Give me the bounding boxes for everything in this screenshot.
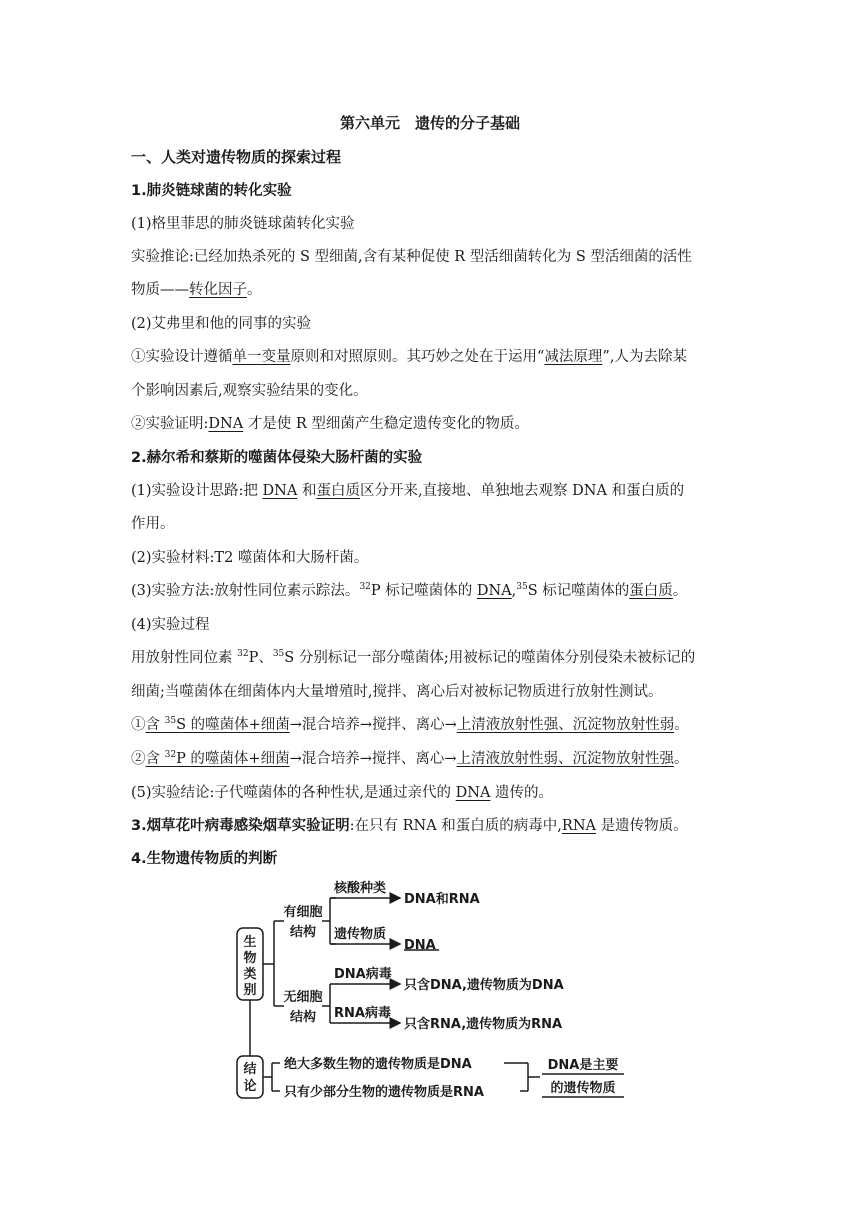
section-heading: 一、人类对遗传物质的探索过程 xyxy=(131,148,342,166)
diagram-acellular-label: 无细胞 xyxy=(283,990,323,1005)
diagram-rna-virus-result: 只含RNA,遗传物质为RNA xyxy=(404,1017,563,1032)
griffith-heading: (1)格里菲思的肺炎链球菌转化实验 xyxy=(131,216,355,232)
diagram-cellular-label: 有细胞 xyxy=(283,905,323,920)
genetic-material-diagram xyxy=(232,866,632,1102)
answer-transforming-factor: 转化因子 xyxy=(189,282,247,298)
subsection-heading-2: 2.赫尔希和蔡斯的噬菌体侵染大肠杆菌的实验 xyxy=(131,450,423,466)
diagram-minority: 只有少部分生物的遗传物质是RNA xyxy=(284,1085,484,1100)
diagram-root-char-1: 生 xyxy=(243,935,257,950)
hershey-result-2: ②含 $^{32}$P 的噬菌体+细菌→混合培养→搅拌、离心→上清液放射性弱、沉淀物放射性强。 xyxy=(131,750,689,767)
diagram-conclusion-char-1: 结 xyxy=(243,1062,257,1077)
diagram-dna-virus-result: 只含DNA,遗传物质为DNA xyxy=(404,978,564,993)
avery-point-1-cont: 个影响因素后,观察实验结果的变化。 xyxy=(131,383,368,399)
tmv-statement: 3.烟草花叶病毒感染烟草实验证明:在只有 RNA 和蛋白质的病毒中,RNA 是遗传物质。 xyxy=(131,818,688,834)
diagram-acellular-label-2: 结构 xyxy=(289,1010,317,1025)
diagram-genetic-material: 遗传物质 xyxy=(334,927,387,942)
answer-dna: DNA xyxy=(208,416,244,432)
subsection-heading-4: 4.生物遗传物质的判断 xyxy=(131,851,278,867)
answer-single-variable: 单一变量 xyxy=(232,349,291,365)
diagram-root-char-2: 物 xyxy=(243,951,257,966)
diagram-dna: DNA xyxy=(404,938,436,953)
diagram-final-line-2: 的遗传物质 xyxy=(550,1081,616,1096)
diagram-root-char-4: 别 xyxy=(243,983,257,998)
hershey-result-1: ①含 $^{35}$S 的噬菌体+细菌→混合培养→搅拌、离心→上清液放射性强、沉淀物放射性弱。 xyxy=(131,716,689,733)
griffith-inference-line-1: 实验推论:已经加热杀死的 S 型细菌,含有某种促使 R 型活细菌转化为 S 型活细菌的活性 xyxy=(131,249,692,265)
diagram-dna-and-rna: DNA和RNA xyxy=(404,892,480,907)
answer-subtraction-principle: 减法原理 xyxy=(544,349,603,365)
diagram-conclusion-char-2: 论 xyxy=(243,1079,257,1094)
griffith-inference-line-2: 物质——转化因子。 xyxy=(131,282,262,298)
subsection-heading-1: 1.肺炎链球菌的转化实验 xyxy=(131,183,292,199)
diagram-root-char-3: 类 xyxy=(243,967,257,982)
diagram-rna-virus: RNA病毒 xyxy=(334,1006,391,1021)
page-title: 第六单元 遗传的分子基础 xyxy=(339,114,520,132)
diagram-cellular-label-2: 结构 xyxy=(289,925,317,940)
hershey-process-line-1: 用放射性同位素 $^{32}$P、$^{35}$S 分别标记一部分噬菌体;用被标记的噬菌体分别侵染未被标记的 xyxy=(131,649,696,666)
hershey-design-cont: 作用。 xyxy=(131,516,175,532)
avery-point-1: ①实验设计遵循单一变量原则和对照原则。其巧妙之处在于运用“减法原理”,人为去除某 xyxy=(131,349,687,365)
hershey-conclusion: (5)实验结论:子代噬菌体的各种性状,是通过亲代的 DNA 遗传的。 xyxy=(131,785,554,801)
hershey-materials: (2)实验材料:T2 噬菌体和大肠杆菌。 xyxy=(131,550,369,566)
avery-heading: (2)艾弗里和他的同事的实验 xyxy=(131,316,312,332)
hershey-process-heading: (4)实验过程 xyxy=(131,617,210,633)
hershey-design: (1)实验设计思路:把 DNA 和蛋白质区分开来,直接地、单独地去观察 DNA 和蛋白质的 xyxy=(131,483,685,499)
diagram-final-line-1: DNA是主要 xyxy=(547,1058,619,1073)
hershey-process-line-2: 细菌;当噬菌体在细菌体内大量增殖时,搅拌、离心后对被标记物质进行放射性测试。 xyxy=(131,684,663,700)
hershey-method: (3)实验方法:放射性同位素示踪法。$^{32}$P 标记噬菌体的 DNA,$^{35}$S 标记噬菌体的蛋白质。 xyxy=(131,582,688,599)
diagram-majority: 绝大多数生物的遗传物质是DNA xyxy=(284,1057,472,1072)
diagram-nucleic-type: 核酸种类 xyxy=(334,881,387,896)
diagram-dna-virus: DNA病毒 xyxy=(334,967,392,982)
avery-point-2: ②实验证明:DNA 才是使 R 型细菌产生稳定遗传变化的物质。 xyxy=(131,416,529,432)
